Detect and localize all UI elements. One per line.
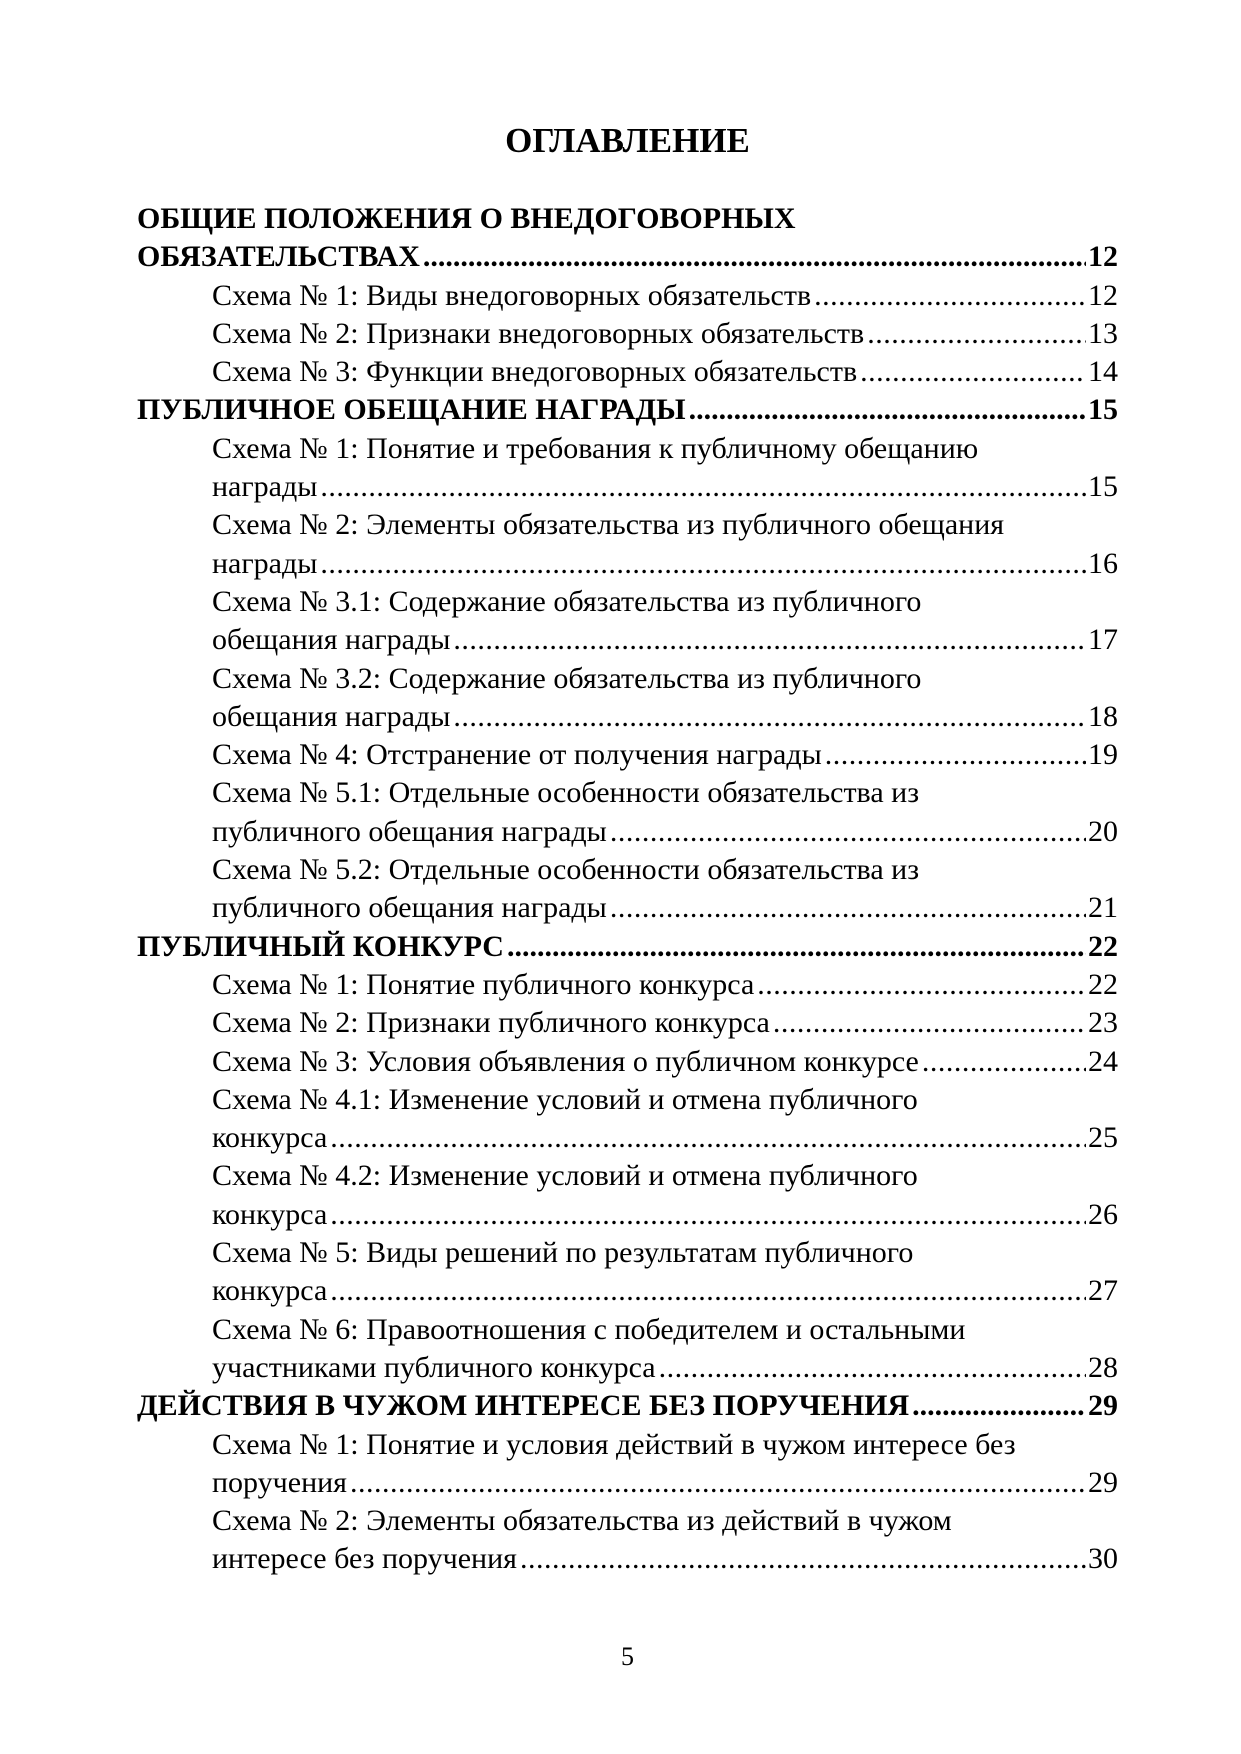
dot-leader [757, 966, 1086, 1004]
entry-title-text: Схема № 3: Функции внедоговорных обязательств [212, 355, 858, 389]
entry-page-number: 12 [1088, 240, 1118, 274]
dot-leader [773, 1004, 1086, 1042]
entry-title-line: Схема № 2: Элементы обязательства из действий в чужом [212, 1504, 952, 1538]
dot-leader [320, 468, 1086, 506]
entry-title-text: Схема № 1: Виды внедоговорных обязательств [212, 278, 812, 312]
toc-scheme-entry [137, 315, 1118, 353]
entry-page-number: 26 [1088, 1197, 1118, 1231]
dot-leader [610, 813, 1086, 851]
toc-scheme-entry [137, 430, 1118, 507]
entry-leader-line [212, 1349, 1118, 1387]
dot-leader [330, 1272, 1086, 1310]
entry-title-text: ПУБЛИЧНОЕ ОБЕЩАНИЕ НАГРАДЫ [137, 393, 686, 427]
entry-leader-line [212, 277, 1118, 315]
entry-title-text: награды [212, 470, 318, 504]
toc-scheme-entry [137, 736, 1118, 774]
dot-leader [453, 698, 1086, 736]
toc-scheme-entry [137, 851, 1118, 928]
entry-leader-line [212, 966, 1118, 1004]
entry-title-text: ОБЯЗАТЕЛЬСТВАХ [137, 240, 420, 274]
entry-page-number: 15 [1088, 470, 1118, 504]
entry-leader-line [212, 315, 1118, 353]
table-of-contents [137, 200, 1118, 1579]
entry-leader-line [137, 238, 1118, 276]
entry-title-text: Схема № 2: Признаки публичного конкурса [212, 1006, 770, 1040]
entry-title-line: Схема № 5.1: Отдельные особенности обязательства из [212, 776, 920, 810]
toc-scheme-entry [137, 583, 1118, 660]
entry-page-number: 14 [1088, 355, 1118, 389]
dot-leader [423, 238, 1086, 276]
toc-scheme-entry [137, 506, 1118, 583]
toc-heading: ОГЛАВЛЕНИЕ [505, 121, 750, 160]
entry-title-line: Схема № 1: Понятие и требования к публичному обещанию [212, 431, 979, 465]
entry-page-number: 29 [1088, 1465, 1118, 1499]
toc-scheme-entry [137, 774, 1118, 851]
entry-title-line: Схема № 5: Виды решений по результатам публичного [212, 1236, 914, 1270]
entry-leader-line [212, 1043, 1118, 1081]
entry-page-number: 28 [1088, 1350, 1118, 1384]
entry-title-text: Схема № 3: Условия объявления о публичном конкурсе [212, 1044, 919, 1078]
dot-leader [825, 736, 1086, 774]
toc-scheme-entry [137, 660, 1118, 737]
dot-leader [320, 545, 1086, 583]
entry-leader-line [137, 928, 1118, 966]
dot-leader [610, 889, 1086, 927]
entry-page-number: 17 [1088, 623, 1118, 657]
entry-title-text: обещания награды [212, 699, 451, 733]
entry-page-number: 25 [1088, 1121, 1118, 1155]
toc-scheme-entry [137, 966, 1118, 1004]
entry-page-number: 22 [1088, 929, 1118, 963]
entry-title-line: Схема № 6: Правоотношения с победителем и остальными [212, 1312, 966, 1346]
entry-leader-line [212, 621, 1118, 659]
entry-title-text: публичного обещания награды [212, 814, 607, 848]
entry-title-text: Схема № 4: Отстранение от получения награды [212, 738, 822, 772]
dot-leader [350, 1464, 1086, 1502]
entry-title-line: Схема № 3.2: Содержание обязательства из публичного [212, 661, 922, 695]
dot-leader [453, 621, 1086, 659]
toc-scheme-entry [137, 1004, 1118, 1042]
entry-title-line: Схема № 2: Элементы обязательства из публичного обещания [212, 508, 1005, 542]
dot-leader [860, 353, 1086, 391]
entry-page-number: 15 [1088, 393, 1118, 427]
entry-page-number: 21 [1088, 891, 1118, 925]
toc-section-entry [137, 200, 1118, 277]
dot-leader [520, 1540, 1086, 1578]
entry-page-number: 29 [1088, 1389, 1118, 1423]
dot-leader [330, 1196, 1086, 1234]
page-number: 5 [621, 1642, 634, 1671]
toc-scheme-entry [137, 1502, 1118, 1579]
toc-scheme-entry [137, 1081, 1118, 1158]
entry-leader-line [212, 889, 1118, 927]
toc-scheme-entry [137, 1043, 1118, 1081]
entry-leader-line [137, 1387, 1118, 1425]
entry-page-number: 23 [1088, 1006, 1118, 1040]
entry-title-text: Схема № 1: Понятие публичного конкурса [212, 967, 755, 1001]
dot-leader [814, 277, 1086, 315]
entry-page-number: 27 [1088, 1274, 1118, 1308]
entry-title-text: награды [212, 546, 318, 580]
dot-leader [659, 1349, 1086, 1387]
toc-scheme-entry [137, 1426, 1118, 1503]
toc-section-entry [137, 1387, 1118, 1425]
entry-leader-line [137, 391, 1118, 429]
entry-title-line: Схема № 1: Понятие и условия действий в чужом интересе без [212, 1427, 1016, 1461]
entry-title-text: участниками публичного конкурса [212, 1350, 656, 1384]
dot-leader [867, 315, 1086, 353]
dot-leader [330, 1119, 1086, 1157]
entry-page-number: 22 [1088, 967, 1118, 1001]
entry-leader-line [212, 813, 1118, 851]
dot-leader [689, 391, 1086, 429]
entry-leader-line [212, 545, 1118, 583]
dot-leader [507, 928, 1086, 966]
toc-section-entry [137, 391, 1118, 429]
entry-leader-line [212, 1196, 1118, 1234]
entry-page-number: 13 [1088, 316, 1118, 350]
entry-title-text: интересе без поручения [212, 1542, 517, 1576]
entry-leader-line [212, 1540, 1118, 1578]
entry-title-text: обещания награды [212, 623, 451, 657]
toc-scheme-entry [137, 277, 1118, 315]
entry-title-line: Схема № 5.2: Отдельные особенности обязательства из [212, 853, 920, 887]
entry-leader-line [212, 736, 1118, 774]
entry-title-line: ОБЩИЕ ПОЛОЖЕНИЯ О ВНЕДОГОВОРНЫХ [137, 202, 796, 235]
entry-title-text: публичного обещания награды [212, 891, 607, 925]
entry-leader-line [212, 1464, 1118, 1502]
toc-scheme-entry [137, 1157, 1118, 1234]
toc-scheme-entry [137, 353, 1118, 391]
entry-page-number: 18 [1088, 699, 1118, 733]
entry-title-text: конкурса [212, 1197, 328, 1231]
entry-leader-line [212, 1272, 1118, 1310]
toc-scheme-entry [137, 1234, 1118, 1311]
entry-page-number: 12 [1088, 278, 1118, 312]
entry-title-text: конкурса [212, 1274, 328, 1308]
entry-title-text: поручения [212, 1465, 347, 1499]
entry-title-text: ДЕЙСТВИЯ В ЧУЖОМ ИНТЕРЕСЕ БЕЗ ПОРУЧЕНИЯ [137, 1389, 910, 1423]
toc-scheme-entry [137, 1311, 1118, 1388]
entry-page-number: 19 [1088, 738, 1118, 772]
entry-title-text: ПУБЛИЧНЫЙ КОНКУРС [137, 929, 504, 963]
entry-leader-line [212, 698, 1118, 736]
entry-title-line: Схема № 3.1: Содержание обязательства из публичного [212, 584, 922, 618]
entry-page-number: 20 [1088, 814, 1118, 848]
dot-leader [922, 1043, 1086, 1081]
entry-leader-line [212, 353, 1118, 391]
entry-title-text: Схема № 2: Признаки внедоговорных обязательств [212, 316, 865, 350]
entry-leader-line [212, 1004, 1118, 1042]
toc-section-entry [137, 928, 1118, 966]
entry-page-number: 24 [1088, 1044, 1118, 1078]
entry-title-line: Схема № 4.2: Изменение условий и отмена публичного [212, 1159, 918, 1193]
entry-leader-line [212, 1119, 1118, 1157]
entry-title-text: конкурса [212, 1121, 328, 1155]
entry-page-number: 16 [1088, 546, 1118, 580]
dot-leader [912, 1387, 1086, 1425]
entry-page-number: 30 [1088, 1542, 1118, 1576]
entry-title-line: Схема № 4.1: Изменение условий и отмена публичного [212, 1082, 918, 1116]
entry-leader-line [212, 468, 1118, 506]
